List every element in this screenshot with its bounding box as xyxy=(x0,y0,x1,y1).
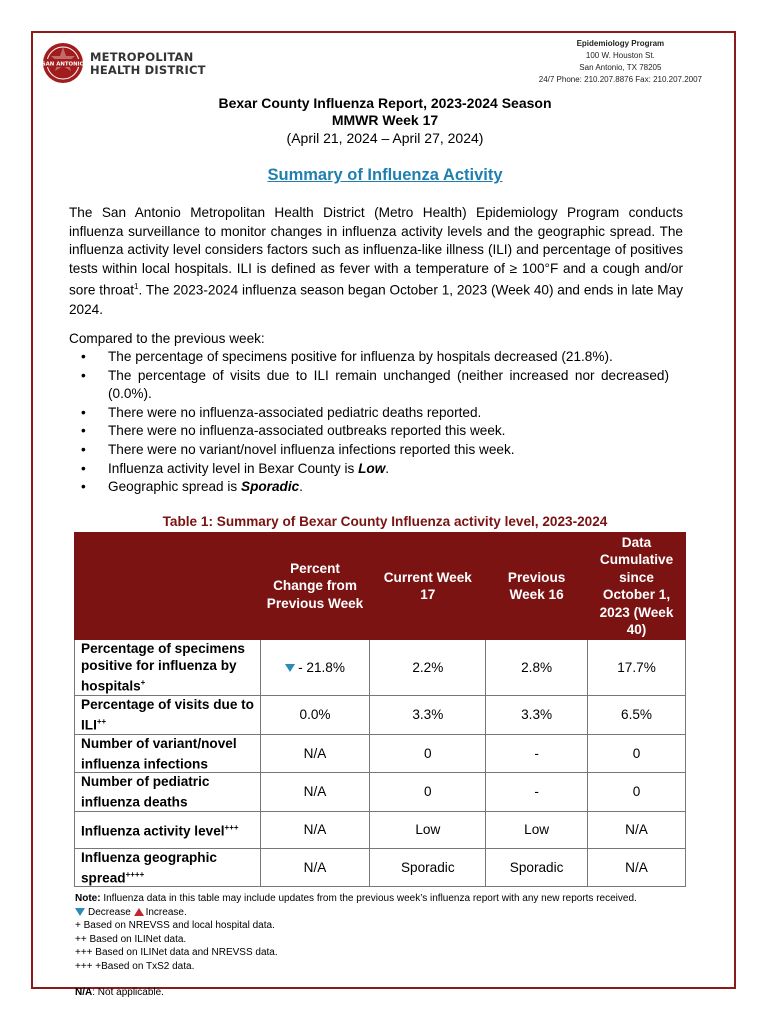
report-week: MMWR Week 17 xyxy=(331,112,439,128)
influenza-summary-table xyxy=(74,532,686,887)
row-label: Number of variant/novel influenza infections xyxy=(75,734,261,773)
previous-cell: 2.8% xyxy=(486,640,588,696)
table-header-row xyxy=(75,533,686,640)
row-label: Percentage of specimens positive for influenza by hospitals+ xyxy=(75,640,261,696)
current-cell: Low xyxy=(370,811,486,848)
bullet-item-geographic-spread: • Geographic spread is Sporadic. xyxy=(69,478,669,497)
report-dates: (April 21, 2024 – April 27, 2024) xyxy=(286,130,484,146)
footnote: +++ Based on ILINet data and NREVSS data. xyxy=(75,947,278,958)
previous-cell: - xyxy=(486,734,588,773)
table-row xyxy=(75,773,686,812)
cumulative-cell: N/A xyxy=(588,848,686,887)
change-cell: N/A xyxy=(260,734,370,773)
current-cell: 0 xyxy=(370,773,486,812)
footnote: +++ +Based on TxS2 data. xyxy=(75,960,195,972)
table-notes xyxy=(75,892,715,1000)
current-cell: 3.3% xyxy=(370,696,486,735)
table-header-cell xyxy=(75,533,261,640)
cumulative-cell: N/A xyxy=(588,811,686,848)
contact-block xyxy=(539,38,702,86)
row-label: Number of pediatric influenza deaths xyxy=(75,773,261,812)
metro-health-seal-logo xyxy=(42,42,84,84)
cumulative-cell: 17.7% xyxy=(588,640,686,696)
contact-program: Epidemiology Program xyxy=(576,39,665,48)
table-row xyxy=(75,848,686,887)
previous-cell: - xyxy=(486,773,588,812)
increase-legend-icon xyxy=(134,908,144,916)
bullet-item: • The percentage of visits due to ILI remain unchanged (neither increased nor decreased) (0.0%). xyxy=(69,367,669,404)
cumulative-cell: 0 xyxy=(588,773,686,812)
table-header-cell: Current Week 17 xyxy=(370,533,486,640)
org-name-line-1: METROPOLITAN xyxy=(90,50,194,64)
contact-phone: 24/7 Phone: 210.207.8876 Fax: 210.207.2007 xyxy=(538,75,702,84)
bullet-item: • The percentage of specimens positive for influenza by hospitals decreased (21.8%). xyxy=(69,348,669,367)
cumulative-cell: 6.5% xyxy=(588,696,686,735)
table-header-cell: Data Cumulative since October 1, 2023 (Week 40) xyxy=(588,533,686,640)
summary-bullets xyxy=(69,348,669,497)
current-cell: 2.2% xyxy=(370,640,486,696)
cumulative-cell: 0 xyxy=(588,734,686,773)
change-cell: 0.0% xyxy=(260,696,370,735)
change-cell: N/A xyxy=(260,848,370,887)
table-header-cell: Previous Week 16 xyxy=(486,533,588,640)
bullet-item: • There were no variant/novel influenza infections reported this week. xyxy=(69,441,669,460)
na-note: N/A: Not applicable. xyxy=(75,987,164,998)
compared-intro: Compared to the previous week: xyxy=(69,331,265,346)
change-cell: N/A xyxy=(260,773,370,812)
contact-street: 100 W. Houston St. xyxy=(585,51,655,60)
row-label: Influenza geographic spread++++ xyxy=(75,848,261,887)
decrease-arrow-icon xyxy=(285,664,295,672)
table-caption: Table 1: Summary of Bexar County Influenza activity level, 2023-2024 xyxy=(162,514,608,529)
bullet-item: • There were no influenza-associated outbreaks reported this week. xyxy=(69,422,669,441)
org-name xyxy=(90,51,206,77)
note-line: Note: Influenza data in this table may include updates from the previous week’s influenza report with any new reports received. xyxy=(75,893,637,904)
change-cell: - 21.8% xyxy=(260,640,370,696)
org-name-line-2: HEALTH DISTRICT xyxy=(90,63,206,77)
table-row xyxy=(75,734,686,773)
legend-line: Decrease Increase. xyxy=(75,906,715,920)
svg-text:SAN ANTONIO: SAN ANTONIO xyxy=(42,61,84,68)
table-header-cell: Percent Change from Previous Week xyxy=(260,533,370,640)
row-label: Percentage of visits due to ILI++ xyxy=(75,696,261,735)
current-cell: 0 xyxy=(370,734,486,773)
row-label: Influenza activity level+++ xyxy=(75,811,261,848)
bullet-item: • There were no influenza-associated pediatric deaths reported. xyxy=(69,404,669,423)
previous-cell: Low xyxy=(486,811,588,848)
change-cell: N/A xyxy=(260,811,370,848)
summary-heading: Summary of Influenza Activity xyxy=(267,166,503,184)
previous-cell: Sporadic xyxy=(486,848,588,887)
table-row xyxy=(75,811,686,848)
contact-city: San Antonio, TX 78205 xyxy=(579,63,662,72)
intro-paragraph: The San Antonio Metropolitan Health District (Metro Health) Epidemiology Program conducts influenza surveillance to monitor changes in influenza activity levels and the geographic spread. The influenza activity level considers factors such as influenza-like illness (ILI) and percentage of positives tests within local hospitals. ILI is defined as fever with a temperature of ≥ 100°F and a cough and/or sore throat$^1$. The 2023-2024 influenza season began October 1, 2023 (Week 40) and ends in late May 2024. xyxy=(69,205,683,317)
decrease-legend-icon xyxy=(75,908,85,916)
previous-cell: 3.3% xyxy=(486,696,588,735)
current-cell: Sporadic xyxy=(370,848,486,887)
footnote: ++ Based on ILINet data. xyxy=(75,933,187,945)
report-title: Bexar County Influenza Report, 2023-2024 Season xyxy=(218,95,552,111)
table-row xyxy=(75,696,686,735)
footnote: + Based on NREVSS and local hospital data. xyxy=(75,920,275,931)
table-row xyxy=(75,640,686,696)
bullet-item-activity-level: • Influenza activity level in Bexar County is Low. xyxy=(69,460,669,479)
